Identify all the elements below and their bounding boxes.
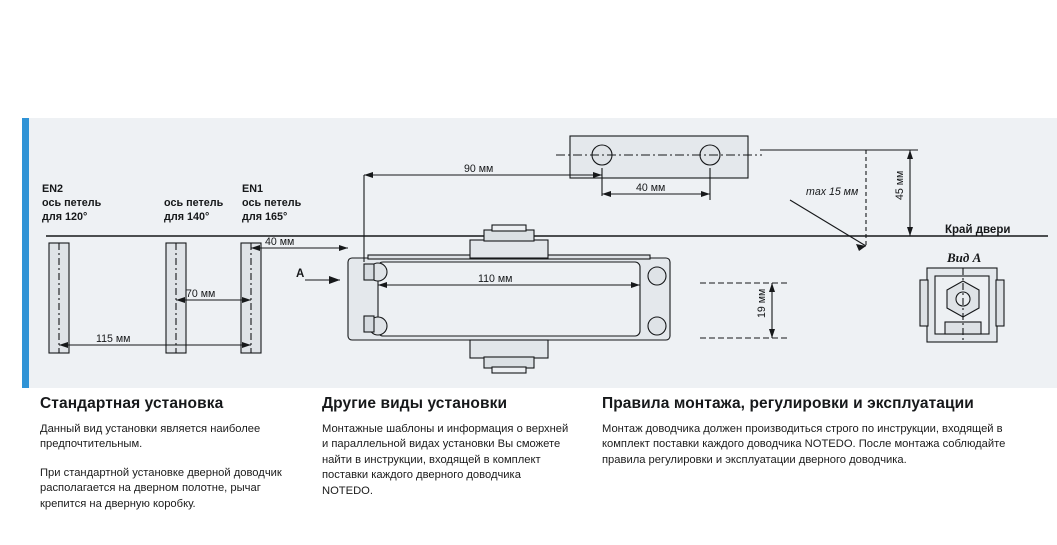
section-heading: Стандартная установка <box>40 395 224 412</box>
section-paragraph: Монтаж доводчика должен производиться строго по инструкции, входящей в комплект поставки каждого доводчика NOTEDO. После монтажа соблюдайте правила регулировки и эксплуатации дверного доводчика. <box>602 423 1006 466</box>
label-140-line1: ось петель <box>164 197 224 209</box>
arm-plate <box>556 136 762 178</box>
view-a-detail <box>920 268 1004 342</box>
section-paragraph: Монтажные шаблоны и информация о верхней и параллельной видах установки Вы сможете найти в инструкции, входящей в комплект поставки каждого дверного доводчика NOTEDO. <box>322 423 569 497</box>
label-dim-40-top: 40 мм <box>636 182 666 194</box>
label-en1-line3: для 165° <box>242 211 288 223</box>
label-140-line2: для 140° <box>164 211 210 223</box>
label-dim-max15: max 15 мм <box>806 186 859 198</box>
section-standard-installation <box>40 395 290 525</box>
dimension-19 <box>700 283 790 338</box>
label-view-a-title: Вид А <box>947 250 982 265</box>
section-paragraph: При стандартной установке дверной доводчик располагается на дверном полотне, рычаг крепится на дверную коробку. <box>40 466 282 510</box>
section-heading: Другие виды установки <box>322 395 508 412</box>
label-dim-70: 70 мм <box>186 288 216 300</box>
label-view-a-arrow: А <box>296 268 305 280</box>
label-dim-115: 115 мм <box>96 333 131 345</box>
dimension-115 <box>59 342 251 348</box>
label-dim-40-left: 40 мм <box>265 236 295 248</box>
section-other-installations <box>322 395 572 512</box>
label-dim-90: 90 мм <box>464 163 494 175</box>
label-door-edge: Край двери <box>945 224 1011 236</box>
section-mounting-rules <box>602 395 1042 481</box>
label-dim-110: 110 мм <box>478 273 513 285</box>
text-sections <box>0 395 1057 545</box>
label-en1: EN1 <box>242 183 264 195</box>
section-heading: Правила монтажа, регулировки и эксплуатации <box>602 395 974 412</box>
label-en2-line2: ось петель <box>42 197 102 209</box>
label-dim-19: 19 мм <box>756 288 768 318</box>
label-en2: EN2 <box>42 183 64 195</box>
label-en2-line3: для 120° <box>42 211 88 223</box>
hinge-axis-en2 <box>49 243 69 353</box>
label-en1-line2: ось петель <box>242 197 302 209</box>
closer-body <box>348 225 670 373</box>
label-dim-45: 45 мм <box>894 170 906 200</box>
section-paragraph: Данный вид установки является наиболее предпочтительным. <box>40 423 261 451</box>
view-a-arrow <box>305 276 340 284</box>
